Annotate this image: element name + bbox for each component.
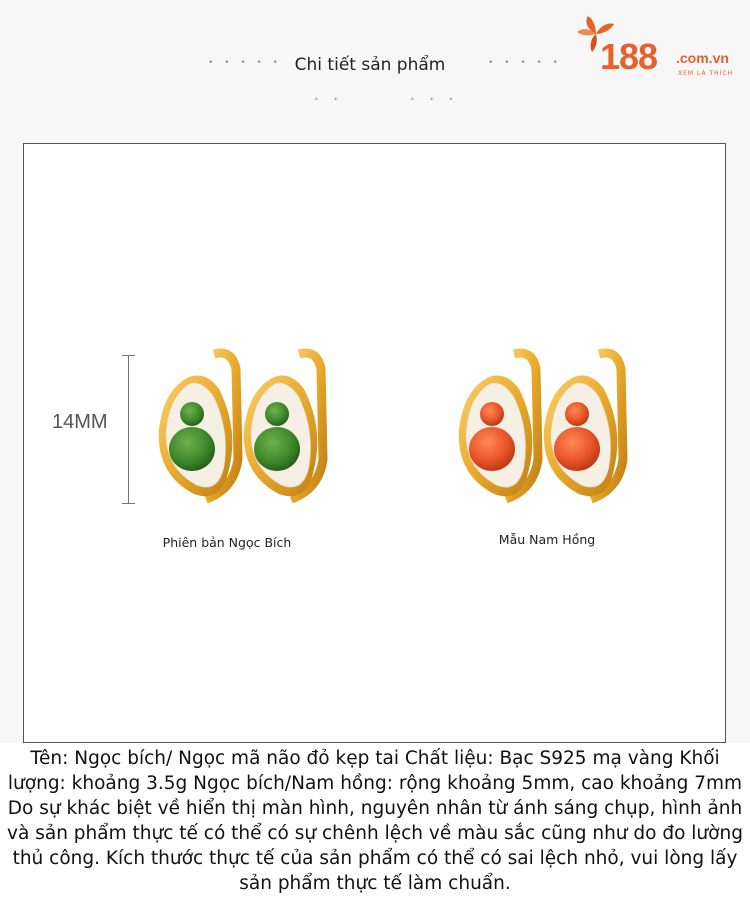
variant-caption-carnelian: Mẫu Nam Hồng bbox=[498, 532, 596, 547]
jade-earrings-image bbox=[134, 339, 334, 509]
jade-earring-right bbox=[244, 353, 323, 499]
decorative-dots-left: • • • • • bbox=[208, 58, 282, 68]
brand-logo[interactable] bbox=[574, 14, 744, 80]
logo-tagline: XEM LÀ THÍCH bbox=[678, 70, 734, 77]
measure-label: 14MM bbox=[52, 411, 108, 433]
product-description: Tên: Ngọc bích/ Ngọc mã não đỏ kẹp tai Chất liệu: Bạc S925 mạ vàng Khối lượng: khoảng 3.5g Ngọc bích/Nam hồng: rộng khoảng 5mm, cao khoảng 7mm Do sự khác biệt về hiển thị màn hình, nguyên nhân từ ánh sáng chụp, hình ảnh và sản phẩm thực tế có thể có sự chênh lệch về màu sắc cũng như do đo lường thủ công. Kích thước thực tế của sản phẩm có thể có sai lệch nhỏ, vui lòng lấy sản phẩm thực tế làm chuẩn. bbox=[0, 743, 750, 924]
variant-caption-jade: Phiên bản Ngọc Bích bbox=[162, 535, 292, 550]
decorative-subdots-right: • • • bbox=[410, 95, 460, 104]
jade-earring-left bbox=[159, 353, 238, 499]
carnelian-earring-right bbox=[544, 353, 623, 499]
carnelian-earring-left bbox=[459, 353, 538, 499]
decorative-subdots-left: • • bbox=[314, 95, 344, 104]
carnelian-earrings-image bbox=[434, 339, 634, 509]
section-header bbox=[0, 0, 750, 130]
decorative-dots-right: • • • • • bbox=[488, 58, 562, 68]
measure-line bbox=[128, 355, 129, 503]
logo-number: 188 bbox=[600, 36, 658, 77]
section-title: Chi tiết sản phẩm bbox=[294, 55, 446, 75]
logo-domain: .com.vn bbox=[676, 50, 729, 66]
product-image-frame bbox=[23, 143, 726, 743]
